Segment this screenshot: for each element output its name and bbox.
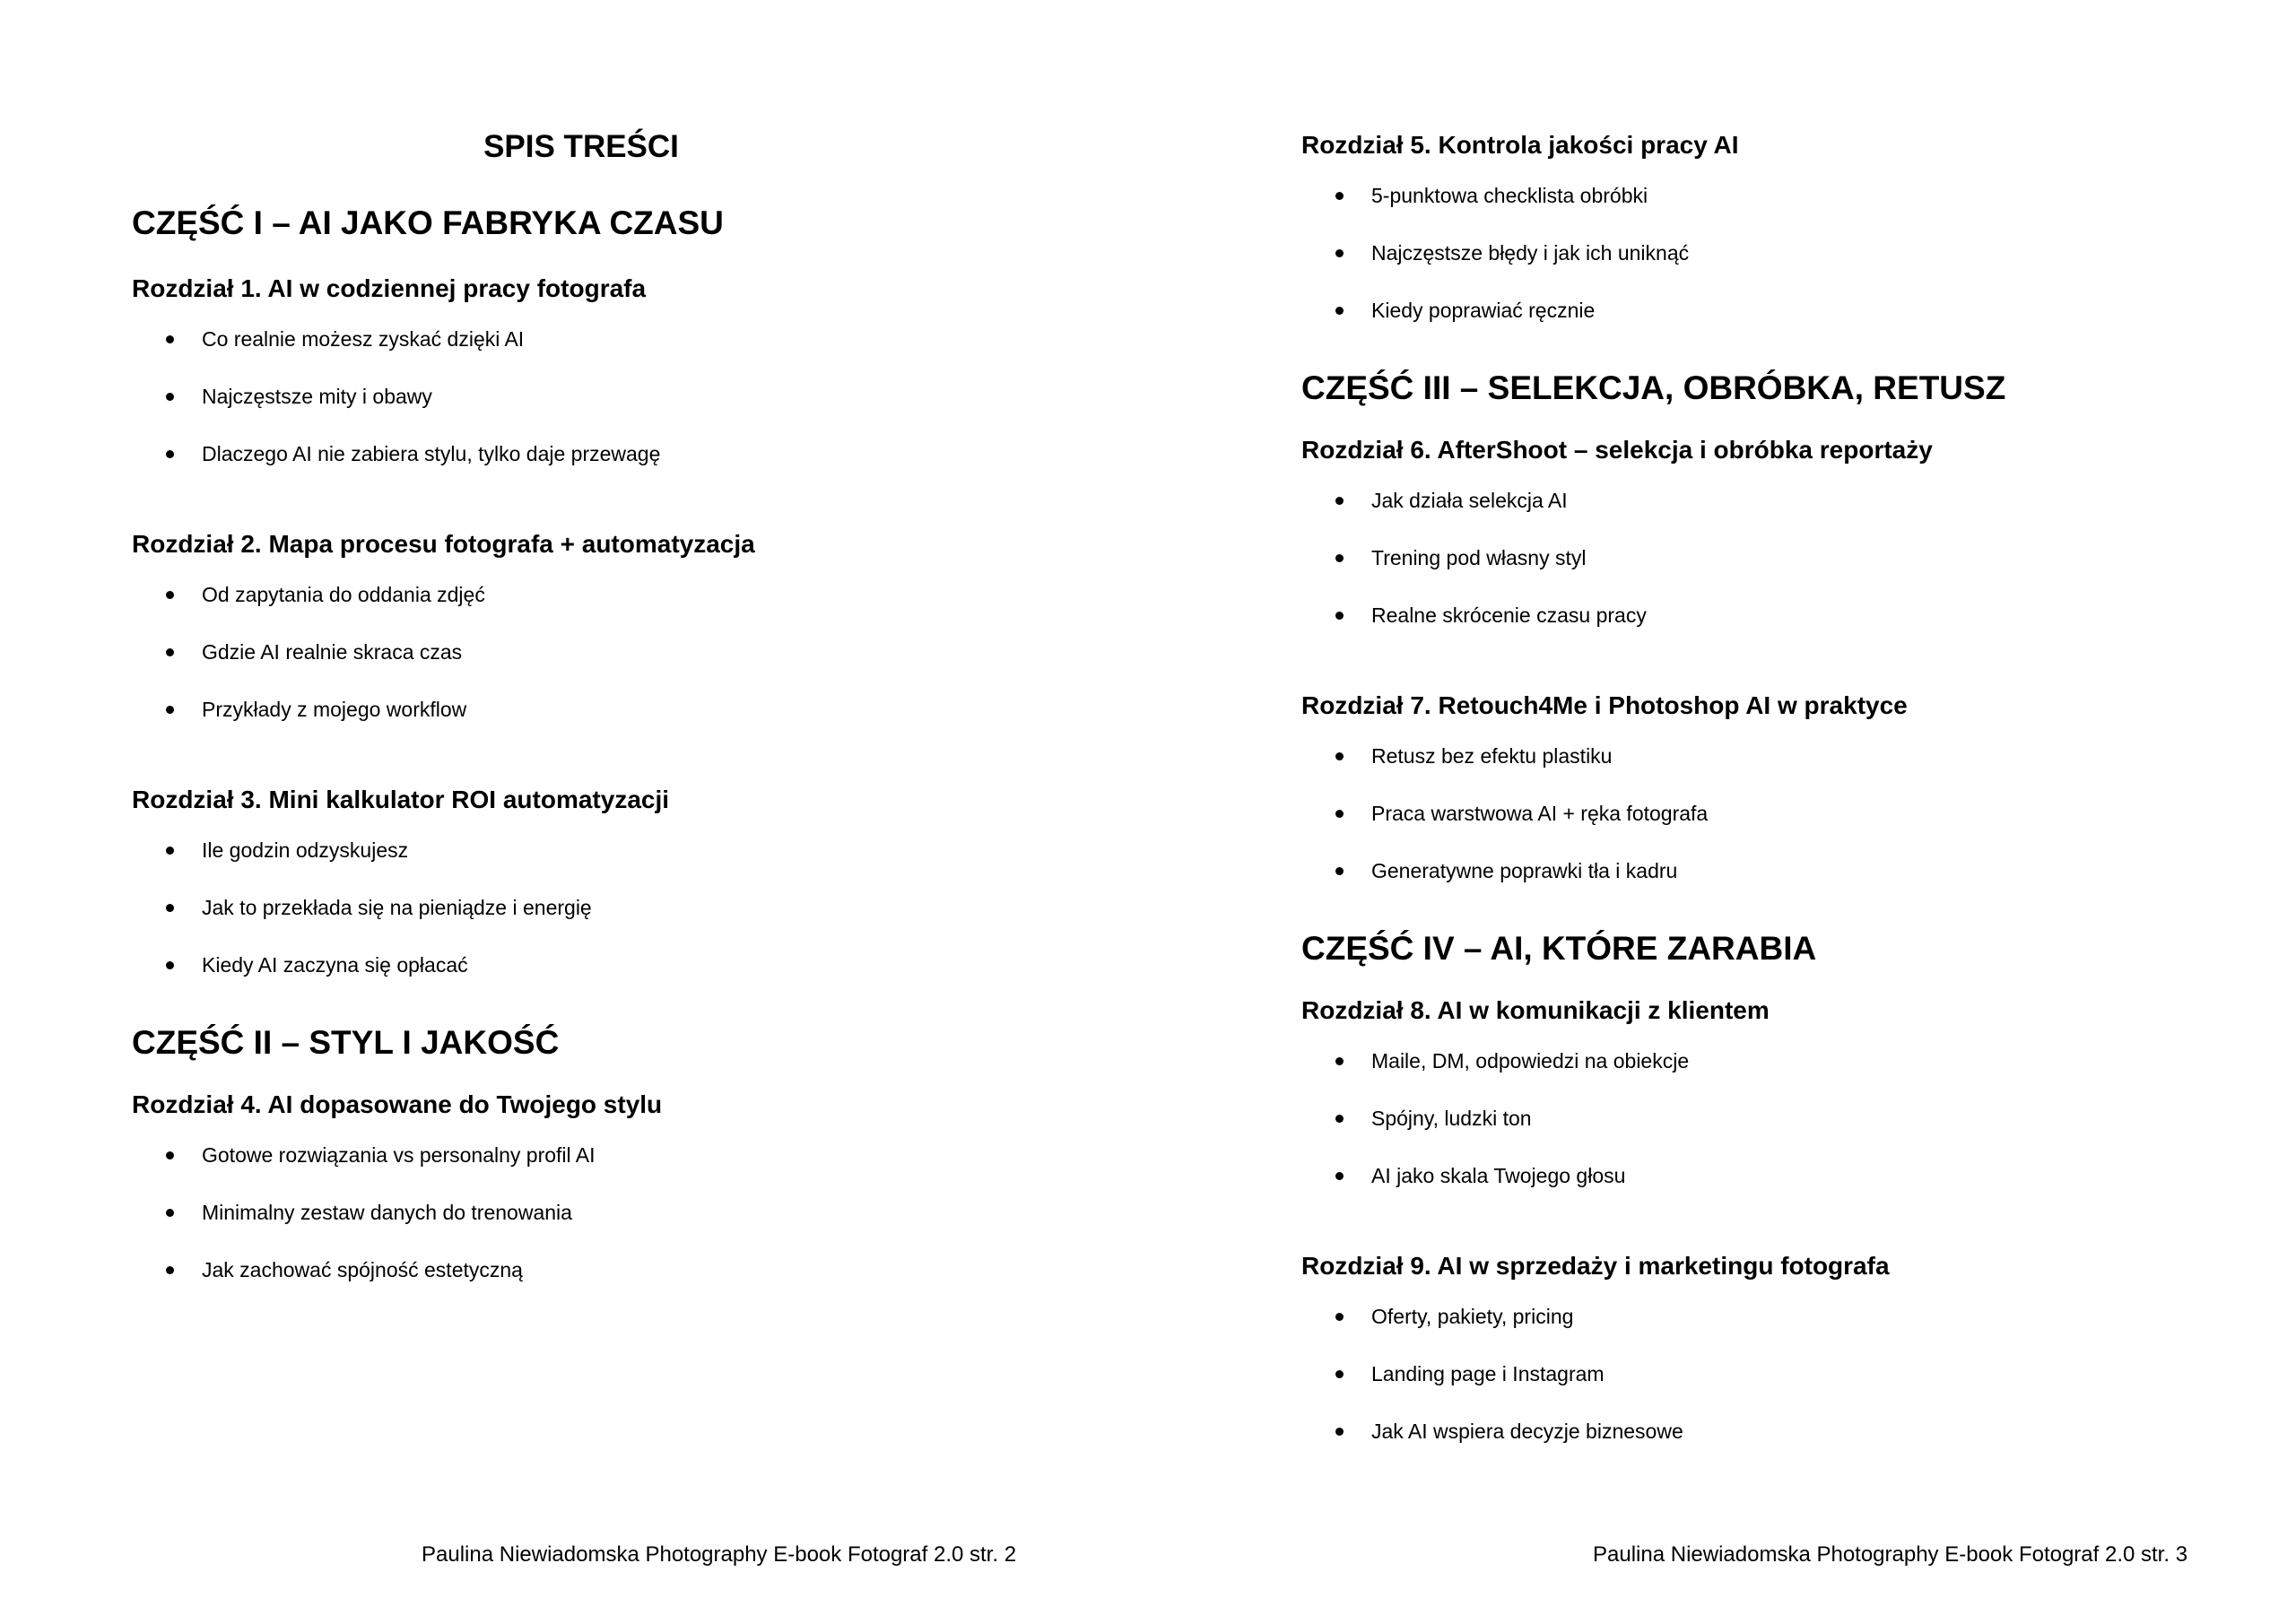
bullet-icon [1335,810,1344,818]
bullet-icon [166,648,174,656]
list-item-text: Przykłady z mojego workflow [202,698,467,721]
list-item-text: Oferty, pakiety, pricing [1371,1305,1574,1328]
bullet-icon [1335,1428,1344,1436]
list-item [132,836,1029,864]
bullet-icon [1335,612,1344,620]
list-item [1301,486,2198,515]
chapter-6-heading: Rozdział 6. AfterShoot – selekcja i obróbka reportaży [1301,436,1933,464]
list-item [132,325,1029,353]
list-item [1301,1046,2198,1075]
bullet-icon [1335,554,1344,562]
chapter-7-list [1301,742,2198,885]
list-item [132,951,1029,979]
chapter-2-list [132,580,1029,724]
chapter-2-heading: Rozdział 2. Mapa procesu fotografa + automatyzacja [132,530,755,558]
list-item-text: Co realnie możesz zyskać dzięki AI [202,327,525,351]
list-item-text: Maile, DM, odpowiedzi na obiekcje [1371,1049,1690,1073]
bullet-icon [166,1151,174,1159]
list-item [1301,181,2198,210]
chapter-4-heading: Rozdział 4. AI dopasowane do Twojego stylu [132,1090,663,1118]
list-item [132,1255,1029,1284]
list-item-text: Gotowe rozwiązania vs personalny profil AI [202,1143,596,1167]
list-item [1301,1161,2198,1190]
list-item [132,638,1029,666]
chapter-3-heading: Rozdział 3. Mini kalkulator ROI automatyzacji [132,786,670,813]
bullet-icon [1335,1172,1344,1180]
chapter-5-heading: Rozdział 5. Kontrola jakości pracy AI [1301,131,1739,159]
list-item-text: Praca warstwowa AI + ręka fotografa [1371,802,1709,825]
list-item-text: Jak działa selekcja AI [1371,489,1568,512]
chapter-9-list [1301,1302,2198,1446]
list-item-text: 5-punktowa checklista obróbki [1371,184,1648,207]
list-item [132,439,1029,468]
list-item-text: Od zapytania do oddania zdjęć [202,583,485,606]
list-item-text: Kiedy AI zaczyna się opłacać [202,953,468,977]
list-item-text: Dlaczego AI nie zabiera stylu, tylko daje przewagę [202,442,661,465]
list-item [132,695,1029,724]
page-right-content [1301,127,2198,1446]
bullet-icon [1335,249,1344,257]
chapter-3-list [132,836,1029,979]
list-item-text: Trening pod własny styl [1371,546,1587,569]
page-left-content [132,126,1029,1284]
part-1-heading: CZĘŚĆ I – AI JAKO FABRYKA CZASU [132,204,724,241]
list-item [132,893,1029,922]
chapter-9-heading: Rozdział 9. AI w sprzedaży i marketingu fotografa [1301,1252,1890,1280]
page-footer-left: Paulina Niewiadomska Photography E-book Fotograf 2.0 str. 2 [422,1542,1017,1567]
list-item [1301,601,2198,630]
list-item-text: Najczęstsze mity i obawy [202,385,432,408]
list-item-text: Generatywne poprawki tła i kadru [1371,859,1678,882]
bullet-icon [166,335,174,343]
page-footer-right: Paulina Niewiadomska Photography E-book Fotograf 2.0 str. 3 [1593,1542,2188,1567]
list-item [132,580,1029,609]
chapter-6-list [1301,486,2198,630]
bullet-icon [166,847,174,855]
list-item [1301,742,2198,770]
list-item [1301,799,2198,828]
list-item-text: Jak AI wspiera decyzje biznesowe [1371,1420,1683,1443]
bullet-icon [1335,497,1344,505]
bullet-icon [166,1266,174,1274]
list-item [1301,543,2198,572]
list-item-text: Ile godzin odzyskujesz [202,838,409,862]
list-item [1301,296,2198,325]
list-item [1301,239,2198,267]
list-item-text: Najczęstsze błędy i jak ich uniknąć [1371,241,1690,265]
part-3-heading: CZĘŚĆ III – SELEKCJA, OBRÓBKA, RETUSZ [1301,369,2006,406]
part-4-heading: CZĘŚĆ IV – AI, KTÓRE ZARABIA [1301,930,1817,967]
bullet-icon [1335,192,1344,200]
bullet-icon [166,591,174,599]
list-item-text: Spójny, ludzki ton [1371,1107,1532,1130]
list-item-text: Realne skrócenie czasu pracy [1371,604,1647,627]
chapter-1-list [132,325,1029,468]
bullet-icon [1335,1370,1344,1378]
chapter-1-heading: Rozdział 1. AI w codziennej pracy fotografa [132,274,647,302]
list-item-text: Landing page i Instagram [1371,1362,1605,1385]
page-right [1148,0,2296,1624]
list-item [132,1141,1029,1169]
bullet-icon [166,706,174,714]
list-item [1301,1104,2198,1133]
list-item-text: AI jako skala Twojego głosu [1371,1164,1626,1187]
bullet-icon [166,450,174,458]
bullet-icon [1335,1313,1344,1321]
list-item-text: Jak zachować spójność estetyczną [202,1258,523,1281]
bullet-icon [1335,307,1344,315]
chapter-8-heading: Rozdział 8. AI w komunikacji z klientem [1301,996,1770,1024]
bullet-icon [1335,867,1344,875]
list-item-text: Kiedy poprawiać ręcznie [1371,299,1596,322]
bullet-icon [166,393,174,401]
toc-title: SPIS TREŚCI [483,129,679,164]
bullet-icon [166,904,174,912]
bullet-icon [1335,752,1344,760]
part-2-heading: CZĘŚĆ II – STYL I JAKOŚĆ [132,1024,560,1061]
chapter-8-list [1301,1046,2198,1190]
list-item-text: Retusz bez efektu plastiku [1371,744,1613,768]
list-item [1301,856,2198,885]
bullet-icon [166,1209,174,1217]
list-item [132,1198,1029,1227]
list-item-text: Gdzie AI realnie skraca czas [202,640,463,664]
list-item-text: Jak to przekłada się na pieniądze i energię [202,896,592,919]
chapter-7-heading: Rozdział 7. Retouch4Me i Photoshop AI w praktyce [1301,691,1908,719]
bullet-icon [1335,1057,1344,1065]
list-item-text: Minimalny zestaw danych do trenowania [202,1201,572,1224]
bullet-icon [166,961,174,969]
list-item [132,382,1029,411]
bullet-icon [1335,1115,1344,1123]
chapter-4-list [132,1141,1029,1284]
list-item [1301,1359,2198,1388]
chapter-5-list [1301,181,2198,325]
list-item [1301,1417,2198,1446]
list-item [1301,1302,2198,1331]
